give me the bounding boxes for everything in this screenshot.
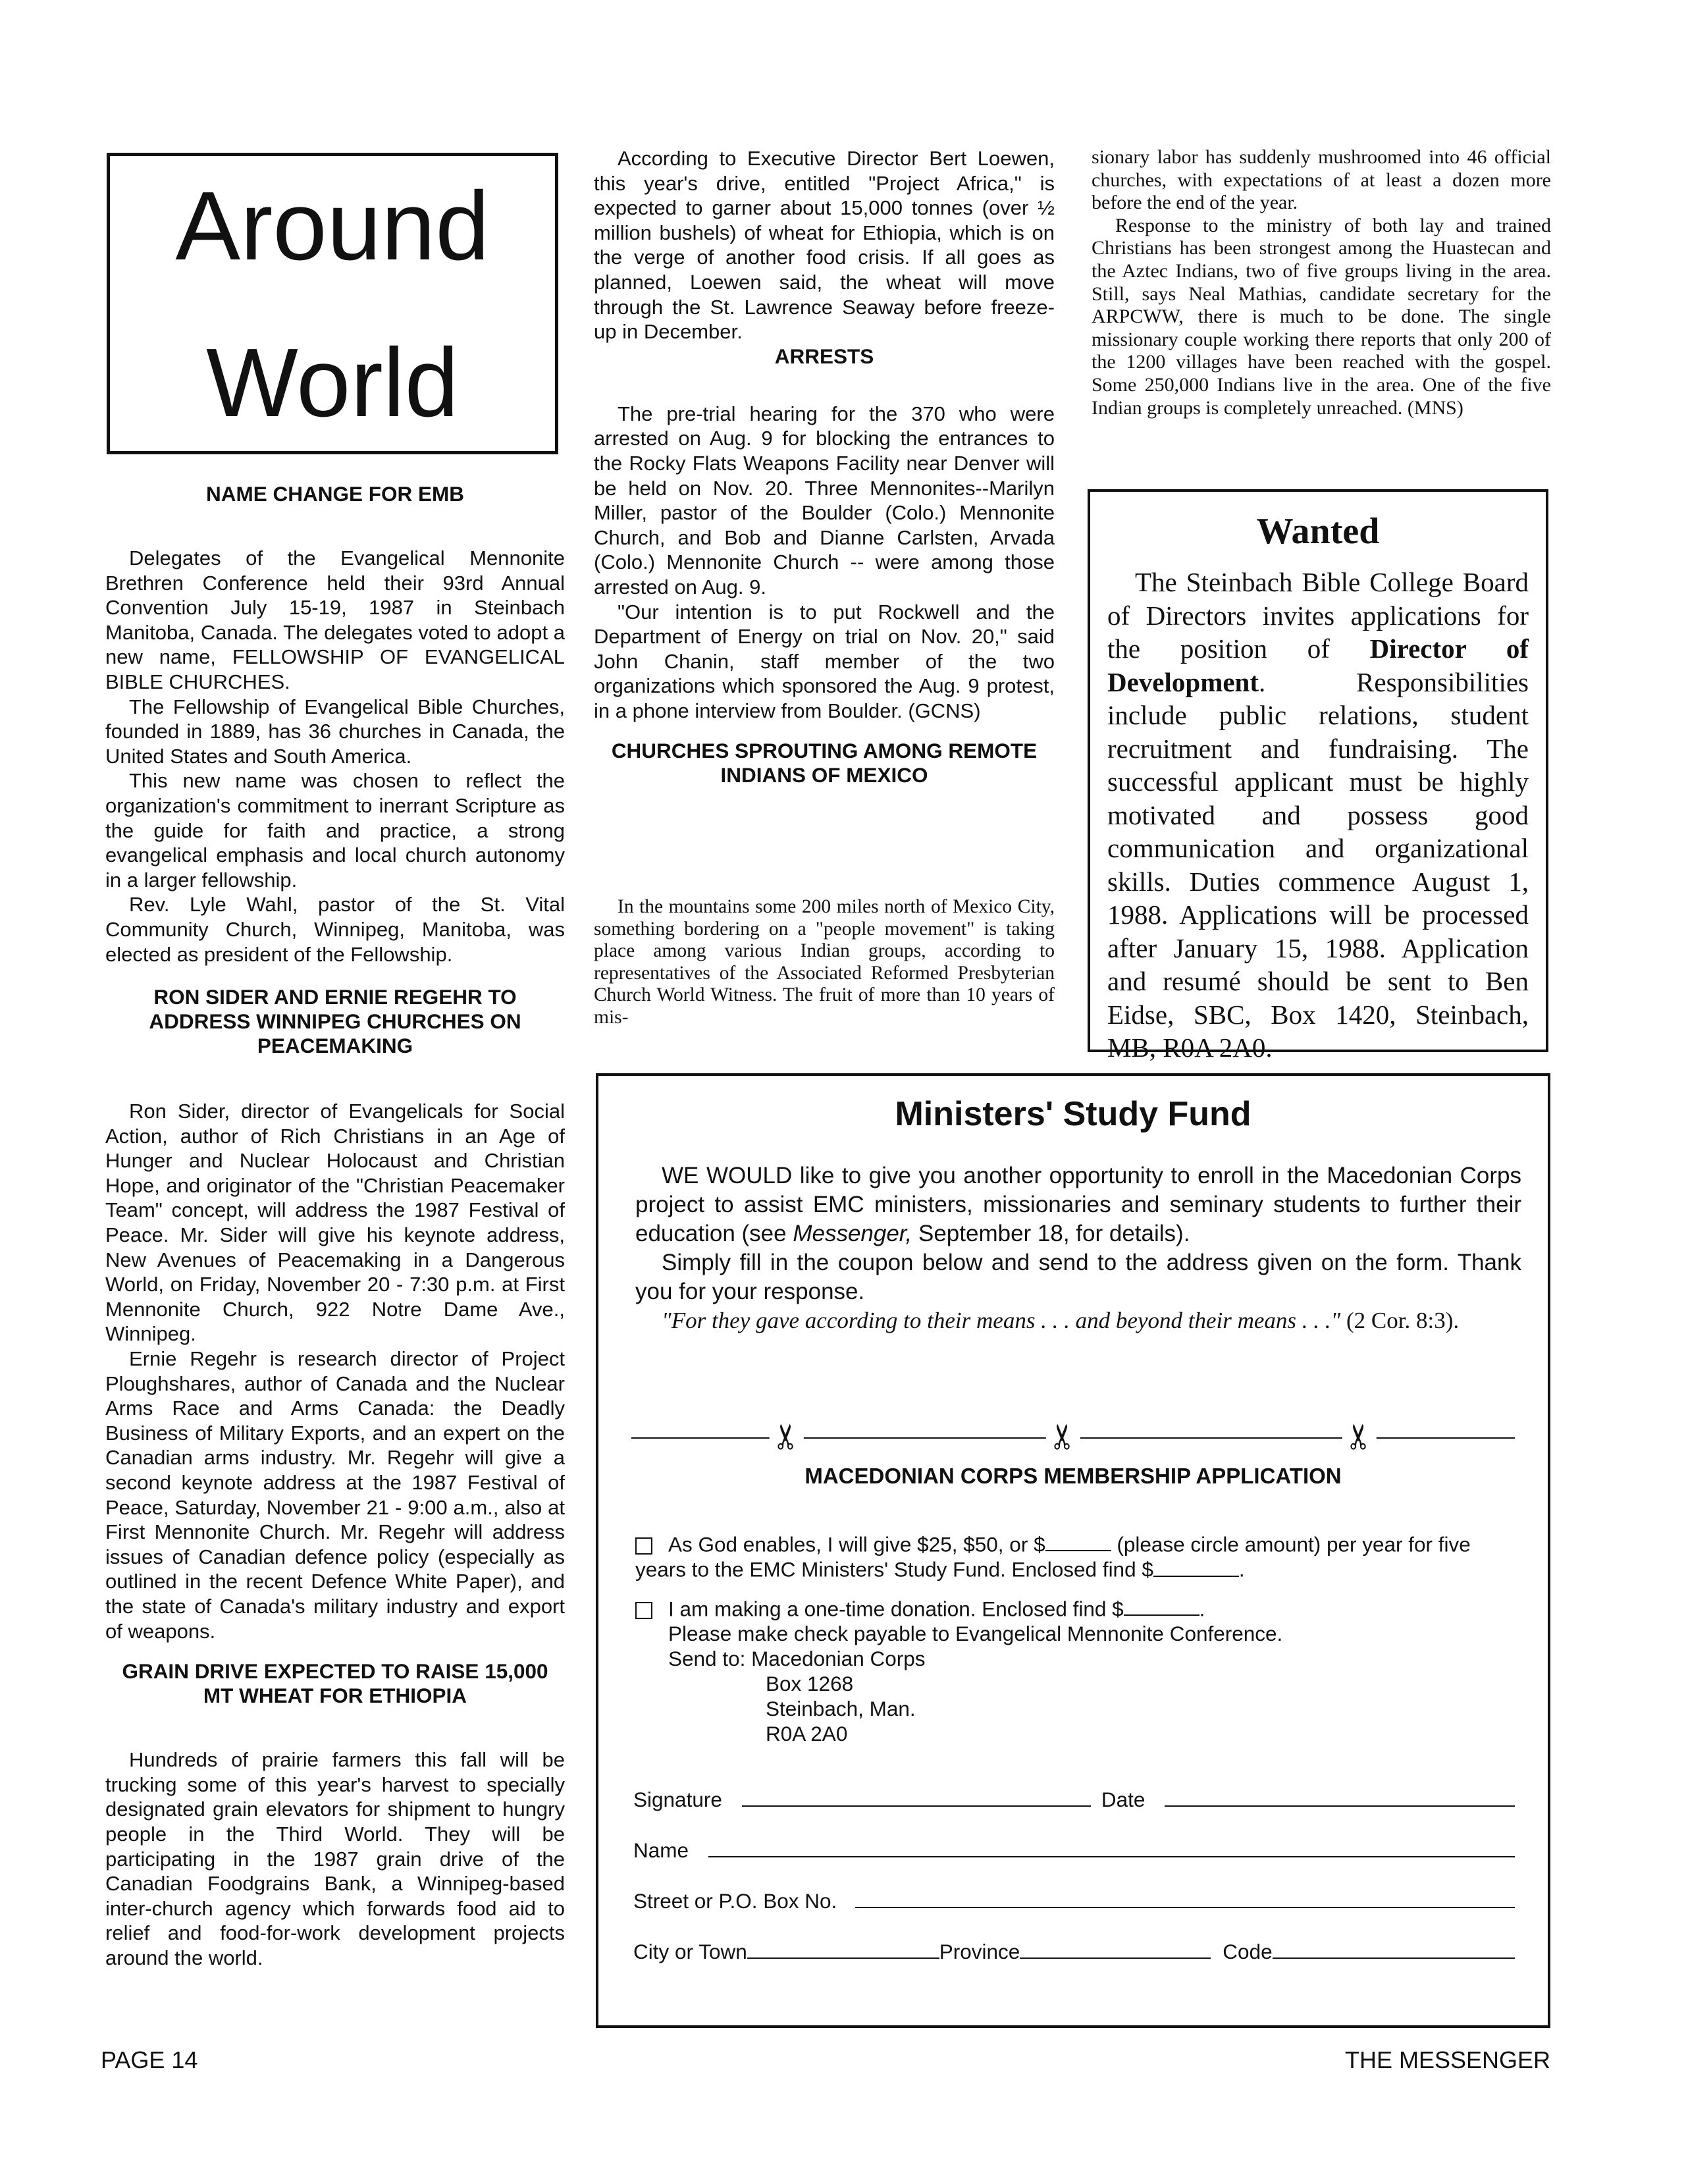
middle-column-serif [594, 896, 1055, 1029]
left-column [105, 482, 565, 1971]
name-field[interactable] [708, 1838, 1515, 1857]
paragraph: This new name was chosen to reflect the organization's commitment to inerrant Scripture as the guide for faith and practice, a strong evangelical emphasis and local church autonomy in a larger fellowship. [105, 769, 565, 892]
date-field[interactable] [1165, 1787, 1515, 1807]
fund-p2: Simply fill in the coupon below and send to the address given on the form. Thank you for your response. [635, 1250, 1521, 1304]
paragraph: The pre-trial hearing for the 370 who were arrested on Aug. 9 for blocking the entrances to the Rocky Flats Weapons Facility near Denver will be held on Nov. 20. Three Mennonites--Marilyn Miller, pastor of the Boulder (Colo.) Mennonite Church, and Bob and Dianne Carlsten, Arvada (Colo.) Mennonite Church -- were among those arrested on Aug. 9. [594, 402, 1055, 599]
city-field[interactable] [747, 1939, 939, 1959]
checkbox-one-time[interactable] [635, 1602, 652, 1619]
address-line: Steinbach, Man. [766, 1697, 916, 1721]
fund-p1a: WE WOULD like to give you another opportunity to enroll in the Macedonian Corps project to assist EMC ministers, missionaries and seminary students to further their education (see [635, 1163, 1521, 1246]
opt2b: Please make check payable to Evangelical Mennonite Conference. [668, 1622, 1283, 1646]
province-label: Province [939, 1940, 1020, 1964]
fund-title: Ministers' Study Fund [895, 1095, 1251, 1133]
ministers-study-fund-box [596, 1073, 1550, 2028]
signature-field[interactable] [742, 1787, 1091, 1807]
paragraph: Ron Sider, director of Evangelicals for Social Action, author of Rich Christians in an Age of Hunger and Nuclear Holocaust and Christian Hope, and originator of the "Christian Peacemaker Team" concept, will address the 1987 Festival of Peace. Mr. Sider will give his keynote address, New Avenues of Peacemaking in a Dangerous World, on Friday, November 20 - 7:30 p.m. at First Mennonite Church, 922 Notre Dame Ave., Winnipeg. [105, 1100, 565, 1346]
scissors-icon: ✂ [1342, 1420, 1377, 1454]
code-label: Code [1223, 1940, 1273, 1964]
street-field[interactable] [855, 1888, 1515, 1908]
wanted-text-a: The Steinbach Bible College Board of Directors invites applications for the position of [1107, 567, 1529, 664]
wanted-text-b: . Responsibilities include public relations, student recruitment and fundraising. The successful applicant must be highly motivated and possess good communication and organizational skills. Duties commence August 1, 1988. Applications will be processed after January 15, 1988. Application and resumé should be sent to Ben Eidse, SBC, Box 1420, Steinbach, MB, R0A 2A0. [1107, 666, 1529, 1063]
province-field[interactable] [1020, 1939, 1211, 1959]
checkbox-ongoing[interactable] [635, 1537, 652, 1555]
option-one-time[interactable]: I am making a one-time donation. Enclosed find $ . Please make check payable to Evangelical Mennonite Conference. Send to: Macedonian Corps Box 1268 Steinbach, Man. R0A 2A0 [635, 1596, 1521, 1746]
wanted-title: Wanted [1256, 511, 1380, 552]
fund-intro [635, 1161, 1521, 1335]
paragraph: Rev. Lyle Wahl, pastor of the St. Vital Community Church, Winnipeg, Manitoba, was elected as president of the Fellowship. [105, 893, 565, 966]
headline-grain-drive: GRAIN DRIVE EXPECTED TO RAISE 15,000 MT WHEAT FOR ETHIOPIA [122, 1659, 548, 1708]
headline-churches-sprouting: CHURCHES SPROUTING AMONG REMOTE INDIANS OF MEXICO [611, 739, 1038, 787]
street-label: Street or P.O. Box No. [633, 1889, 837, 1913]
opt2a: I am making a one-time donation. Enclosed find $ [668, 1597, 1124, 1621]
paragraph: "Our intention is to put Rockwell and the Department of Energy on trial on Nov. 20," said John Chanin, staff member of the two organizations which sponsored the Aug. 9 protest, in a phone interview from Boulder. (GCNS) [594, 600, 1055, 722]
date-label: Date [1101, 1788, 1146, 1812]
fund-quote: "For they gave according to their means . . . and beyond their means . . ." [662, 1308, 1341, 1333]
code-field[interactable] [1273, 1939, 1515, 1959]
wanted-text [1107, 566, 1529, 1065]
paragraph: Ernie Regehr is research director of Project Ploughshares, author of Canada and the Nuclear Arms Race and Arms Canada: the Deadly Business of Military Exports, and an expert on the Canadian arms industry. Mr. Regehr will give a second keynote address at the 1987 Festival of Peace, Saturday, November 21 - 9:00 a.m., also at First Mennonite Church. Mr. Regehr will address issues of Canadian defence policy (especially as outlined in the recent Defence White Paper), and the state of Canada's military industry and export of weapons. [105, 1347, 565, 1643]
paragraph: Response to the ministry of both lay and trained Christians has been strongest among the Huastecan and the Aztec Indians, two of five groups living in the area. Still, says Neal Mathias, candidate secretary for the ARPCWW, there is much to be done. The single missionary couple working there reports that only 200 of the 1200 villages have been reached with the gospel. Some 250,000 Indians live in the area. One of the five Indian groups is completely unreached. (MNS) [1092, 214, 1551, 419]
city-label: City or Town [633, 1940, 747, 1964]
paragraph: According to Executive Director Bert Loewen, this year's drive, entitled "Project Africa," is expected to garner about 15,000 tonnes (over ½ million bushels) of wheat for Ethiopia, which is on the verge of another food crisis. If all goes as planned, Loewen said, the wheat will move through the St. Lawrence Seaway before freeze-up in December. [594, 147, 1055, 344]
title-world: World [206, 329, 459, 437]
title-around: Around [175, 172, 490, 280]
send-to: Send to: Macedonian Corps [668, 1647, 926, 1671]
amount-blank[interactable] [1045, 1531, 1111, 1551]
paragraph: Delegates of the Evangelical Mennonite Brethren Conference held their 93rd Annual Convention July 15-19, 1987 in Steinbach Manitoba, Canada. The delegates voted to adopt a new name, FELLOWSHIP OF EVANGELICAL BIBLE CHURCHES. [105, 546, 565, 693]
page-number: PAGE 14 [101, 2046, 198, 2073]
paragraph: Hundreds of prairie farmers this fall will be trucking some of this year's harvest to specially designated grain elevators for shipment to hungry people in the Third World. They will be participating in the 1987 grain drive of the Canadian Foodgrains Bank, a Winnipeg-based inter-church agency which forwards food aid to relief and food-for-work development projects around the world. [105, 1748, 565, 1969]
paragraph: In the mountains some 200 miles north of Mexico City, something bordering on a "people movement" is taking place among various Indian groups, according to representatives of the Associated Reformed Presbyterian Church World Witness. The fruit of more than 10 years of mis- [594, 896, 1055, 1028]
publication-name: THE MESSENGER [1344, 2046, 1550, 2073]
fund-quote-ref: (2 Cor. 8:3). [1340, 1308, 1460, 1333]
address-line: R0A 2A0 [766, 1722, 848, 1746]
headline-arrests: ARRESTS [774, 344, 874, 368]
application-title: MACEDONIAN CORPS MEMBERSHIP APPLICATION [804, 1464, 1342, 1488]
scissors-icon: ✂ [1046, 1420, 1080, 1454]
paragraph: The Fellowship of Evangelical Bible Churches, founded in 1889, has 36 churches in Canada, the United States and South America. [105, 695, 565, 768]
donation-blank[interactable] [1124, 1596, 1199, 1616]
cut-line [631, 1424, 1515, 1450]
opt1b: (please circle amount) per year for five years to the EMC Ministers' Study Fund. Enclosed find $ [635, 1532, 1471, 1582]
enclosed-blank[interactable] [1153, 1557, 1239, 1576]
wanted-text-bold: Director of Development [1107, 633, 1529, 697]
middle-column [594, 146, 1055, 826]
address-line: Box 1268 [766, 1672, 854, 1696]
form-fields [633, 1787, 1515, 1990]
scissors-icon: ✂ [770, 1420, 804, 1454]
paragraph: sionary labor has suddenly mushroomed into 46 official churches, with expectations of at least a dozen more before the end of the year. [1092, 146, 1551, 214]
around-world-title-box [107, 153, 558, 454]
name-label: Name [633, 1838, 689, 1863]
headline-sider-regehr: RON SIDER AND ERNIE REGEHR TO ADDRESS WINNIPEG CHURCHES ON PEACEMAKING [149, 985, 521, 1058]
opt1a: As God enables, I will give $25, $50, or $ [668, 1532, 1045, 1557]
signature-label: Signature [633, 1788, 722, 1812]
fund-p1b: September 18, for details). [912, 1221, 1190, 1246]
wanted-ad-box [1088, 489, 1548, 1063]
fund-p1i: Messenger, [793, 1221, 912, 1246]
option-ongoing[interactable]: As God enables, I will give $25, $50, or $ (please circle amount) per year for five years to the EMC Ministers' Study Fund. Enclosed find $ . [635, 1532, 1471, 1582]
headline-name-change: NAME CHANGE FOR EMB [206, 482, 464, 506]
right-column [1092, 146, 1551, 419]
